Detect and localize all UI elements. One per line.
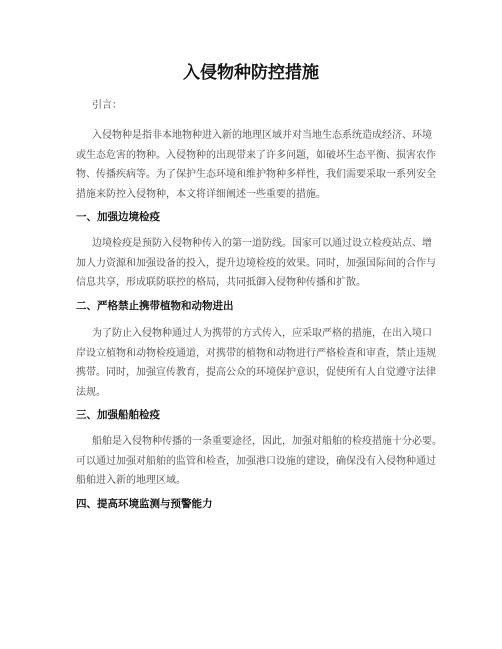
section-line: 加人力资源和加强设备的投入，提升边境检疫的效果。同时，加强国际间的合作与: [76, 257, 436, 269]
section-line: 携带。同时，加强宣传教育，提高公众的环境保护意识，促使所有人自觉遵守法律: [76, 367, 436, 378]
section-line: 可以通过加强对船舶的监管和检查，加强港口设施的建设，确保没有入侵物种通过: [76, 455, 436, 467]
section-line: 船舶是入侵物种传播的一条重要途径，因此，加强对船舶的检疫措施十分必要。: [92, 436, 442, 447]
section-heading: 三、加强船舶检疫: [76, 409, 160, 421]
section-line: 法规。: [76, 386, 106, 398]
section-heading: 二、严格禁止携带植物和动物进出: [76, 300, 234, 312]
section-line: 船舶进入新的地理区域。: [76, 475, 186, 486]
intro-line: 措施来防控入侵物种，本文将详细阐述一些重要的措施。: [76, 188, 326, 200]
section-line: 信息共享，形成联防联控的格局，共同抵御入侵物种传播和扩散。: [76, 277, 366, 288]
intro-label-text: 引言：: [92, 100, 122, 111]
section-line: 边境检疫是预防入侵物种传入的第一道防线。国家可以通过设立检疫站点、增: [92, 238, 432, 249]
section-line: 为了防止入侵物种通过人为携带的方式传入，应采取严格的措施，在出入境口: [92, 328, 432, 339]
section-heading: 一、加强边境检疫: [76, 211, 160, 223]
intro-line: 或生态危害的物种。入侵物种的出现带来了许多问题，如破坏生态平衡、损害农作: [76, 149, 436, 161]
section-paragraph: [76, 324, 436, 402]
intro-paragraph: [76, 126, 436, 204]
section-paragraph: [76, 234, 436, 293]
intro-line: 物、传播疾病等。为了保护生态环境和维护物种多样性，我们需要采取一系列安全: [76, 169, 436, 180]
intro-label: [76, 96, 426, 116]
document-title: 入侵物种防控措施: [183, 63, 319, 83]
section-line: 岸设立植物和动物检疫通道，对携带的植物和动物进行严格检查和审查，禁止违规: [76, 347, 436, 359]
section-paragraph: [76, 432, 442, 491]
section-heading: 四、提高环境监测与预警能力: [76, 498, 213, 510]
intro-line: 入侵物种是指非本地物种进入新的地理区域并对当地生态系统造成经济、环境: [92, 130, 432, 141]
